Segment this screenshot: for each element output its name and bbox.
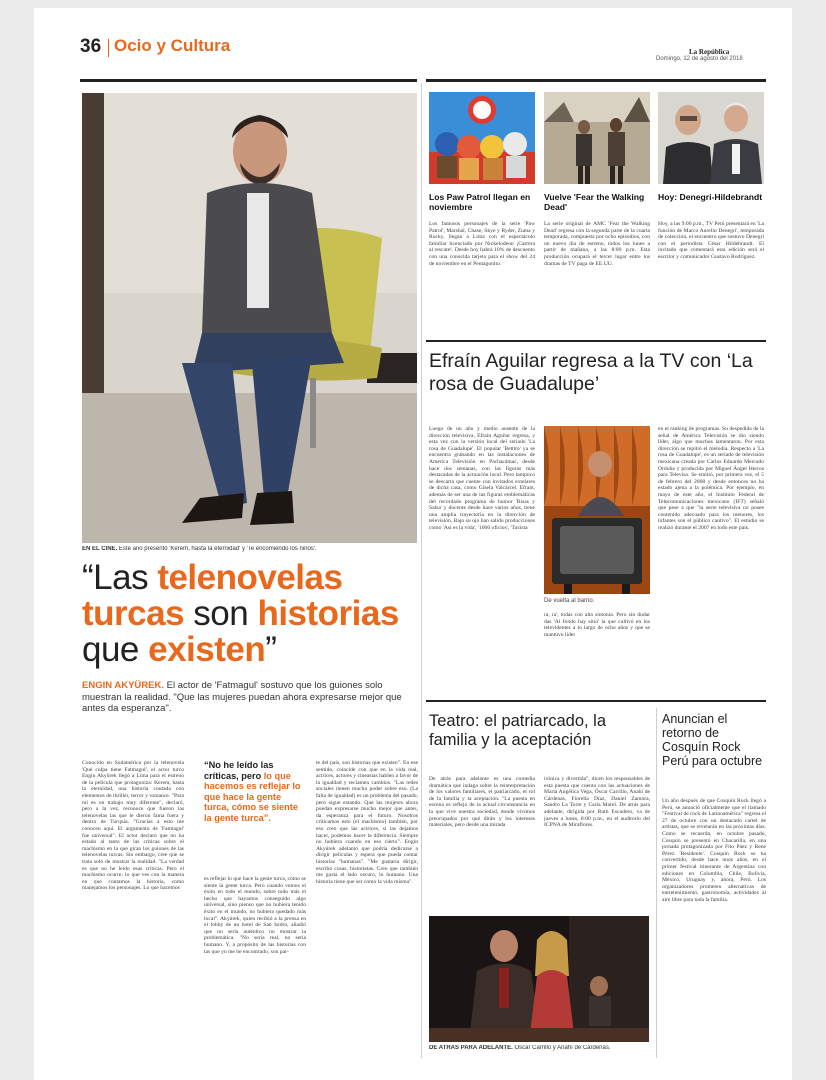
tv-story-headline: Efraín Aguilar regresa a la TV con ‘La rosa de Guadalupe’: [429, 350, 753, 395]
lead-body-col3: te del país, son historias que existen". En ese sentido, coincide con que en la vida real, actrices, actores y cineastas hablen a favor de la igualdad y reclamen cambios. "Las redes sociales tienen mucho poder sobre eso. (La falta de igualdad) es un problema del pasado, pero sigue estando. Que las mujeres ahora puedan expresarse mucho mejor que antes, da esperanza para el futuro. Nosotros criticamos esto (el machismo) también, por eso creo que las actrices, si las dejamos hacer, podemos hacer la diferencia. Siempre no hubiera cuando en eso cierto". Engin Akyürek adelantó que podría dedicarse a dirigir películas y espera que pueda contar historias "humanas". "Me gustaría dirigir, escribo cosas, historietas. Creo que también me gusta el lado oscuro, lo humano. Una historia tiene que ser como la vida misma".: [316, 760, 418, 885]
lead-photo: [82, 93, 417, 543]
headline-accent-word: telenovelas: [157, 558, 343, 597]
section-title: Ocio y Cultura: [114, 36, 231, 55]
cosquin-text: Un año después de que Cosquín Rock llegó a Perú, se anunció oficialmente que el llamado "Festival de rock de Latinoamérica" regresa el 27 de octubre con un destacado cartel de artistas, que se revelarán en las próximas días. Como se recuerda, en octubre pasado, Cosquín se presentó en Chacarilla, en una jornada protagonizada por Fito Páez y René Pérez 'Residente'. Cosquín Rock se ha convertido, desde hace unos años, en el primer festival itinerante de Argentina con ediciones en Colombia, Chile, Bolivia, México, Uruguay y, ahora, Perú. Los organizadores prometen alternativas de entretenimiento, gastronomía, actividades al aire libre para toda la familia.: [662, 798, 766, 903]
page-number: 36: [80, 36, 102, 57]
lead-byline: ENGIN AKYÜREK.: [82, 680, 164, 691]
brief-text-denegri: Hoy, a las 9:00 p.m., TV Perú presentará en 'La función de Marco Aurelio Denegri', temporada de colección, el encuentro que sostuvo Denegri con el periodista César Hildebrandt. El invitado que comentará esta edición será el escritor y comunicador Gustavo Rodríguez.: [658, 221, 764, 260]
cosquin-divider: [656, 708, 657, 1058]
headline-word: son: [184, 594, 258, 633]
lead-headline: [82, 560, 422, 668]
theatre-col1: De atrás para adelante es una comedia dramática que indaga sobre la reinterpretación de los valores familiares, el patriarcado, el rol de la familia y la aceptación. "La puesta en escena es reflejo de la actual circunstancia en la que vive nuestra sociedad, donde vivimos preocupados por qué dirán y los intereses materiales, pero desde una mirada: [429, 776, 535, 829]
headline-accent-word: historias: [257, 594, 399, 633]
denegri-hildebrandt-photo: [658, 92, 764, 184]
brief-headline-denegri: Hoy: Denegri-Hildebrandt: [658, 192, 763, 202]
tv-story-bottom-rule: [426, 700, 766, 702]
headline-accent-word: turcas: [82, 594, 185, 633]
top-rule-right: [426, 79, 766, 82]
cosquin-headline: Anuncian el retorno de Cosquín Rock Perú para octubre: [662, 712, 763, 768]
briefs-bottom-rule: [426, 340, 766, 342]
masthead: La República: [689, 48, 730, 56]
top-rule-left: [80, 79, 417, 82]
lead-photo-caption-label: EN EL CINE.: [82, 546, 118, 552]
tv-story-col3: en el ranking de programas. Su despedida de la señal de América Televisión se dio siendo líder, algo que muchos lamentaron. Por esta dirección se repitió el melodía. Respecto a 'La rosa de Guadalupe', es un seriado de televisión mexicana creada por Carlos Eduardo Mercado Orduña y producida por Miguel Ángel Herros para Televisa. Se emitió, por primera vez, el 5 de febrero del 2008 y desde entonces no ha estado ajena a la polémica. Por ejemplo, en mayo de este año, el Instituto Federal de Telecomunicaciones mexicano (IFT) señaló que pese a que "la serie televisiva no posee contenido adecuado para los menores, los infantes son el público cautivo". El estudio se realizó durante el 2007 en todo este país.: [658, 426, 764, 531]
headline-word: ”: [265, 630, 277, 669]
theatre-photo-caption-label: DE ATRÁS PARA ADELANTE.: [429, 1045, 513, 1051]
theatre-photo-caption: [429, 1045, 654, 1051]
brief-headline-fear-walking-dead: Vuelve 'Fear the Walking Dead': [544, 192, 645, 212]
lead-photo-caption-text: Este año presentó 'Kerem, hasta la eternidad' y 'Te encomiendo los niños'.: [118, 546, 317, 552]
brief-text-fear-walking-dead: La serie original de AMC 'Fear the Walking Dead' regresa con la segunda parte de la cuarta temporada, compuesta por ocho episodios, con un nuevo día de estreno, todos los lunes a partir de mañana, a las 8:00 p.m. Esta producción ocupará el tercer lugar entre los dramas de TV paga de EE.UU.: [544, 221, 650, 267]
brief-text-paw-patrol: Los famosos personajes de la serie 'Paw Patrol', Marshal, Chase, Skye y Ryder, Zuma y Rocky, llegan a Lima con el espectáculo familiar licenciado por Nickelodeon ¡Carrera al rescate!. Desde hoy habrá 10% de descuento con una conocida tarjeta para el show del 24 de noviembre en el Pentagonito.: [429, 221, 535, 267]
efrain-aguilar-photo: [544, 426, 650, 594]
theatre-photo: [429, 916, 649, 1042]
efrain-photo-caption: De vuelta al barrio.: [544, 598, 595, 604]
header-date: Domingo, 12 de agosto del 2018: [656, 56, 743, 62]
lead-deck-text: El actor de 'Fatmagul' sostuvo que los guiones solo muestran la realidad. "Que las mujeres puedan ahora expresarse mejor que antes da esperanza".: [82, 680, 402, 714]
pull-quote-accent: lo que hacemos es reflejar lo que hace la gente turca, cómo se siente la gente turca”.: [204, 770, 301, 823]
fear-walking-dead-photo: [544, 92, 650, 184]
headline-accent-word: existen: [148, 630, 266, 669]
header-divider: [108, 39, 109, 57]
paw-patrol-photo: [429, 92, 535, 184]
lead-body-col1: Conocido en Sudamérica por la telenovela 'Qué culpa tiene Fatmagul', el actor turco Engin Akyürek llegó a Lima para el estreno de la película que protagoniza: Kerem, hasta la eternidad, una historia contada con elementos de thriller, terror y romance. "Para mí es un trabajo muy diferente", declaró, pero a la vez, reconoce que fueron las telenovelas las que le dieron fama fuera y dentro de Turquía. "Gracias a esto me conocen aquí. El argumento de 'Fatmagul' fue universal". El actor declaró que no ha estado al tanto de las críticas sobre el machismo en la que giran los guiones de las telenovelas turcas. Sin embargo, cree que se trata solo de mostrar la realidad. "La verdad es que no he leído esas críticas. Pero el machismo ocurre; lo que ves con la manera en que contamos la historia, como manejamos los personajes. Lo que hacemos: [82, 760, 184, 892]
theatre-photo-caption-text: Óscar Carrillo y Anahí de Cárdenas.: [514, 1045, 611, 1051]
headline-word: “Las: [82, 558, 158, 597]
newspaper-page: [34, 8, 792, 1080]
theatre-col2: irónica y divertida", dicen los responsables de esta puesta que cuenta con las actuaciones de María Angélica Vega, Óscar Carrillo, Anahí de Cárdenas, Fiorella Díaz, Daniel Zamora, Sandro La Torre y Carla Marel. De atrás para adelante, dirigida por Ruth Escudero, va de jueves a lunes, 8:00 p.m., en el auditorio del ICPNA de Miraflores.: [544, 776, 650, 829]
pull-quote-lead: “No he leído las críticas, pero: [204, 760, 274, 781]
tv-story-col2-tail: ra, ra', todas con alta sintonía. Pero sin dudar das 'Al fondo hay sitio' la que cultivó en los televidentes a lo largo de ocho años y que se mantuvo líder: [544, 612, 650, 638]
lead-deck: [82, 680, 417, 715]
lead-photo-caption: [82, 546, 417, 552]
lead-body-col2: es reflejar lo que hace la gente turca, cómo se siente la gente turca. Pero cuando vemos el éxito en todo el mundo, sobre todo más el hecho que hayamos conseguido algo universal, sino pienso que no hubiera tenido éxito en el mundo, no hubiera quedado más local". Akyürek, quien recibió a la prensa en el lobby de un hotel de San Isidro, añadió que no sería auténtico no mostrar la problemática. "No sería real, no sería humano. Y, a propósito de las historias con las que yo me he encontrado, son par-: [204, 876, 306, 955]
headline-word: que: [82, 630, 149, 669]
theatre-headline: Teatro: el patriarcado, la familia y la aceptación: [429, 712, 607, 749]
tv-story-col1: Luego de un año y medio ausente de la dirección televisiva, Efraín Aguilar regresa, y esta vez con la versión local del seriado 'La rosa de Guadalupe'. El popular 'Bettito' ya se encuentra grabando en las instalaciones de América Televisión en Pachacámac, desde hace dos semanas, con las figuras más destacadas de la actuación local. Pero tampoco se descarta que cuente con invitados extelares de dicha casa, como Gisela Valcárcel. Efraín, además de ser una de las figuras emblemáticas del recordado programa de humor 'Risas y Salsa' y docente desde hace varios años, tiene una amplia trayectoria en la dirección de televisión. Bajo su ojo han salido producciones como 'Así es la vida', '1000 oficios', 'Taxista: [429, 426, 535, 531]
lead-pull-quote: [204, 760, 304, 824]
brief-headline-paw-patrol: Los Paw Patrol llegan en noviembre: [429, 192, 531, 212]
